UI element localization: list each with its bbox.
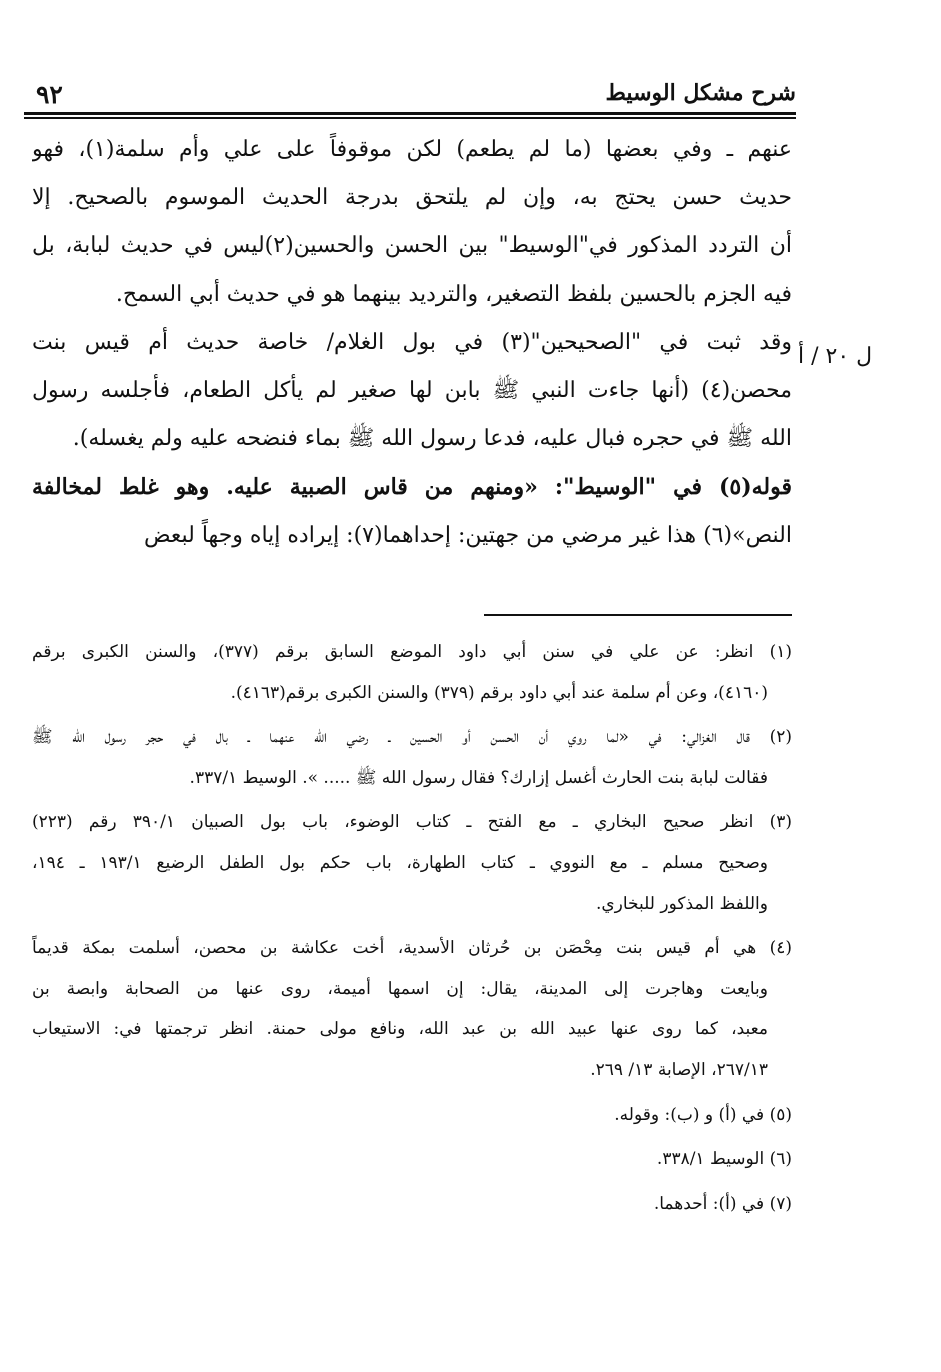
footnote-separator [484,614,792,616]
header-rule-secondary [24,117,796,119]
footnote-2 [32,717,792,798]
running-title: شرح مشكل الوسيط [605,80,796,106]
footnote-line: (٧) في (أ): أحدهما. [653,1193,792,1214]
text-line: النص»(٦) هذا غير مرضي من جهتين: إحداهما(٧): إيراده إياه وجهاً لبعض [143,522,792,548]
manuscript-folio-note: ل ٢٠ / أ [798,344,873,369]
text-line: محصن(٤) (أنها جاءت النبي ﷺ بابن لها صغير لم يأكل الطعام، فأجلسه رسول [32,378,792,404]
footnote-line: (٢) قال الغزالي: في «لما روي أن الحسن أو الحسين ـ رضي الله عنهما ـ بال في حجر رسول الله ﷺ [32,727,792,748]
page-number: ٩٢ [36,80,63,109]
text-line: عنهم ـ وفي بعضها (ما لم يطعم) لكن موقوفاً على علي وأم سلمة(١)، فهو [32,137,792,162]
page-header [24,78,796,114]
text-line: قوله(٥) في "الوسيط": «ومنهم من قاس الصبية عليه. وهو غلط لمخالفة [32,474,792,501]
text-line: فيه الجزم بالحسين بلفظ التصغير، والترديد بينهما هو في حديث أبي السمح. [115,281,792,307]
footnote-line: معبد، كما روى عنها عبيد الله بن عبد الله، ونافع مولى حمنة. انظر ترجمتها في: الاستيعاب [32,1019,768,1040]
footnote-6 [32,1139,792,1180]
footnote-line: (١) انظر: عن علي في سنن أبي داود الموضع السابق برقم (٣٧٧)، والسنن الكبرى برقم [32,642,792,662]
footnote-line: (٣) انظر صحيح البخاري ـ مع الفتح ـ كتاب الوضوء، باب بول الصبيان ٣٩٠/١ رقم (٢٢٣) [32,812,792,833]
paragraph-3 [32,463,792,559]
footnote-line: وصحيح مسلم ـ مع النووي ـ كتاب الطهارة، باب حكم بول الطفل الرضيع ١٩٣/١ ـ ١٩٤، [32,852,768,873]
footnote-line: وبايعت وهاجرت إلى المدينة، يقال: إن اسمها أميمة، روى عنها من الصحابة وابصة بن [32,978,768,999]
text-line: حديث حسن يحتج به، وإن لم يلتحق بدرجة الحديث الموسوم بالصحيح. إلا [32,185,792,211]
footnote-line: (٤) هي أم قيس بنت مِحْصَن بن حُرثان الأسدية، أخت عكاشة بن محصن، أسلمت بمكة قديماً [32,938,792,959]
paragraph-1 [32,126,792,319]
footnote-line: (٥) في (أ) و (ب): وقوله. [614,1104,792,1125]
header-rule [24,112,796,115]
text-line: أن التردد المذكور في"الوسيط" بين الحسن والحسين(٢)ليس في حديث لبابة، بل [32,233,792,259]
footnote-7 [32,1184,792,1225]
text-line: وقد ثبت في "الصحيحين"(٣) في بول الغلام/ خاصة حديث أم قيس بنت [32,329,792,355]
footnotes [32,632,792,1228]
footnote-1 [32,632,792,713]
footnote-line: ٢٦٧/١٣، الإصابة ١٣/ ٢٦٩. [590,1059,768,1080]
footnote-line: (٦) الوسيط ٣٣٨/١. [656,1149,792,1170]
footnote-line: فقالت لبابة بنت الحارث أغسل إزارك؟ فقال رسول الله ﷺ ..... ». الوسيط ٣٣٧/١. [189,767,768,788]
paragraph-2 [32,319,792,464]
text-line: الله ﷺ في حجره فبال عليه، فدعا رسول الله ﷺ بماء فنضحه عليه ولم يغسله). [72,426,792,452]
footnote-3 [32,802,792,924]
footnote-4 [32,928,792,1090]
footnote-line: (٤١٦٠)، وعن أم سلمة عند أبي داود برقم (٣٧٩) والسنن الكبرى برقم(٤١٦٣). [230,682,768,703]
footnote-5 [32,1095,792,1136]
main-text [32,126,792,560]
footnote-line: واللفظ المذكور للبخاري. [595,893,768,914]
